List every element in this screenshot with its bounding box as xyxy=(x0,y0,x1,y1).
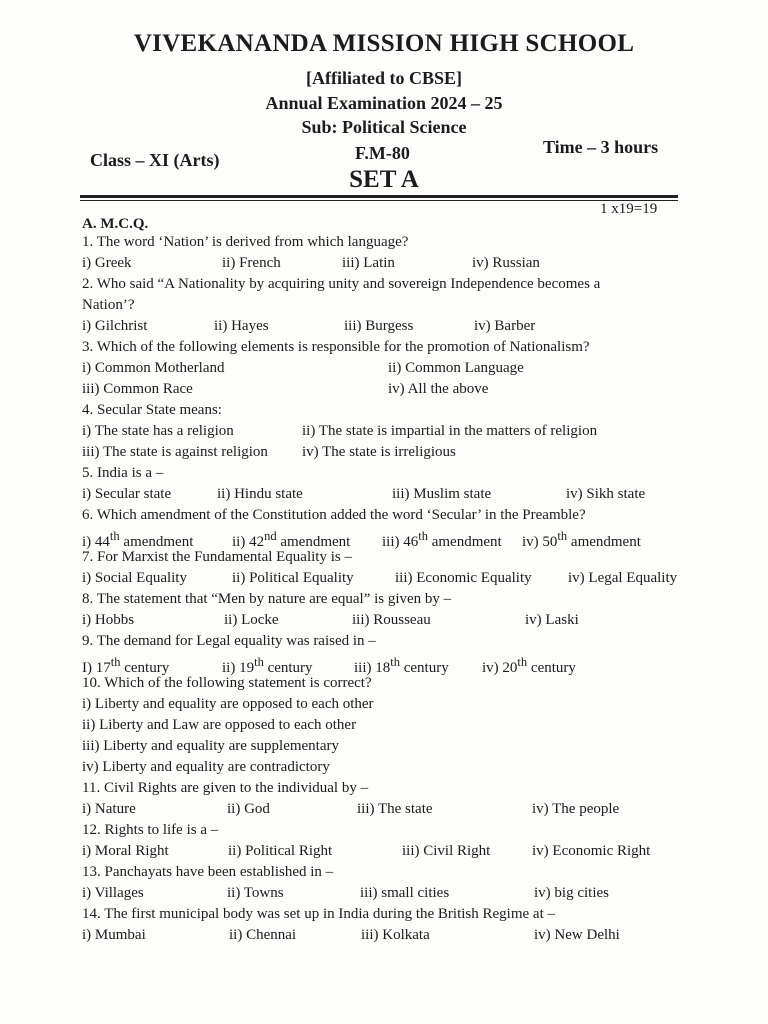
option: iii) small cities xyxy=(360,885,450,901)
option: ii) French xyxy=(222,255,281,271)
question-6 xyxy=(82,505,682,550)
option-number: iii) 46 xyxy=(382,534,419,550)
option: i) Secular state xyxy=(82,486,172,502)
question-text: 8. The statement that “Men by nature are equal” is given by – xyxy=(82,591,452,607)
ordinal-suffix: th xyxy=(110,655,121,669)
options-row xyxy=(82,568,682,589)
option: i) Nature xyxy=(82,801,136,817)
option: i) Greek xyxy=(82,255,132,271)
ordinal-suffix: th xyxy=(517,655,528,669)
option: iii) The state is against religion xyxy=(82,444,268,460)
option: iii) Muslim state xyxy=(392,486,492,502)
option: i) Hobbs xyxy=(82,612,135,628)
option: ii) Towns xyxy=(227,885,284,901)
school-name: VIVEKANANDA MISSION HIGH SCHOOL xyxy=(133,30,635,57)
options-row xyxy=(82,841,682,862)
full-marks: F.M-80 xyxy=(355,143,410,163)
option: ii) Hindu state xyxy=(217,486,303,502)
option: i) Common Motherland xyxy=(82,360,225,376)
options-row xyxy=(82,526,682,550)
question-10 xyxy=(82,673,682,778)
time-label: Time – 3 hours xyxy=(543,137,659,157)
ordinal-suffix: th xyxy=(557,529,568,543)
options-row xyxy=(82,652,682,676)
option-suffix: century xyxy=(263,660,313,676)
options-row xyxy=(82,610,682,631)
question-text: 5. India is a – xyxy=(82,465,164,481)
options-row xyxy=(82,379,682,400)
option: ii) Locke xyxy=(224,612,279,628)
question-text: 13. Panchayats have been established in – xyxy=(82,864,334,880)
option: i) Villages xyxy=(82,885,144,901)
option: iv) Sikh state xyxy=(566,486,646,502)
option-number: I) 17 xyxy=(82,660,111,676)
divider-thin xyxy=(80,200,678,201)
question-12 xyxy=(82,820,682,862)
options-row xyxy=(82,799,682,820)
option: i) Moral Right xyxy=(82,843,169,859)
options-row xyxy=(82,883,682,904)
options-row xyxy=(82,442,682,463)
option: iii) Common Race xyxy=(82,381,193,397)
option: ii) Political Equality xyxy=(232,570,354,586)
option: ii) Political Right xyxy=(228,843,333,859)
divider-thick xyxy=(80,195,678,198)
ordinal-suffix: nd xyxy=(264,529,277,543)
question-9 xyxy=(82,631,682,676)
option: iv) big cities xyxy=(534,885,609,901)
options-row xyxy=(82,358,682,379)
ordinal-suffix: th xyxy=(418,529,428,543)
question-14 xyxy=(82,904,682,946)
options-row xyxy=(82,925,682,946)
option: i) Gilchrist xyxy=(82,318,148,334)
question-text: 3. Which of the following elements is responsible for the promotion of Nationalism? xyxy=(82,339,590,355)
option: ii) Common Language xyxy=(388,360,524,376)
option: iii) Latin xyxy=(342,255,395,271)
subject: Sub: Political Science xyxy=(301,117,467,137)
option: iv) Economic Right xyxy=(532,843,651,859)
question-7 xyxy=(82,547,682,589)
ordinal-suffix: th xyxy=(254,655,264,669)
question-text: 6. Which amendment of the Constitution added the word ‘Secular’ in the Preamble? xyxy=(82,507,586,523)
option: iii) Kolkata xyxy=(361,927,430,943)
option: i) Social Equality xyxy=(82,570,187,586)
option: iii) Civil Right xyxy=(402,843,491,859)
question-5 xyxy=(82,463,682,505)
question-3 xyxy=(82,337,682,400)
option-suffix: century xyxy=(120,660,170,676)
option: iv) Laski xyxy=(525,612,579,628)
option: ii) Hayes xyxy=(214,318,269,334)
question-text: 11. Civil Rights are given to the individual by – xyxy=(82,780,369,796)
option: i) Mumbai xyxy=(82,927,146,943)
question-text: 12. Rights to life is a – xyxy=(82,822,219,838)
option-suffix: amendment xyxy=(427,534,502,550)
option: ii) The state is impartial in the matters of religion xyxy=(302,423,598,439)
option: iv) Legal Equality xyxy=(568,570,678,586)
question-text-cont: Nation’? xyxy=(82,297,135,313)
question-text: 10. Which of the following statement is correct? xyxy=(82,675,372,691)
option: iv) Barber xyxy=(474,318,536,334)
option: ii) Chennai xyxy=(229,927,297,943)
question-text: 1. The word ‘Nation’ is derived from which language? xyxy=(82,234,409,250)
option: ii) God xyxy=(227,801,270,817)
option-number: iii) 18 xyxy=(354,660,391,676)
option: iv) New Delhi xyxy=(534,927,620,943)
exam-title: Annual Examination 2024 – 25 xyxy=(265,93,503,113)
option: iii) Liberty and equality are supplementary xyxy=(82,738,339,754)
question-text: 9. The demand for Legal equality was raised in – xyxy=(82,633,376,649)
option: iv) The people xyxy=(532,801,620,817)
option: i) Liberty and equality are opposed to each other xyxy=(82,696,374,712)
option-suffix: amendment xyxy=(119,534,194,550)
options-row xyxy=(82,316,682,337)
option: iv) All the above xyxy=(388,381,489,397)
question-8 xyxy=(82,589,682,631)
question-text: 4. Secular State means: xyxy=(82,402,222,418)
option: iii) The state xyxy=(357,801,433,817)
option: iii) Burgess xyxy=(344,318,414,334)
option-number: ii) 42 xyxy=(232,534,265,550)
options-row xyxy=(82,421,682,442)
option: i) The state has a religion xyxy=(82,423,234,439)
affiliation: [Affiliated to CBSE] xyxy=(306,68,462,88)
question-text: 2. Who said “A Nationality by acquiring unity and sovereign Independence becomes a xyxy=(82,276,601,292)
option: iii) Economic Equality xyxy=(395,570,532,586)
question-text: 7. For Marxist the Fundamental Equality is – xyxy=(82,549,352,565)
option: iii) Rousseau xyxy=(352,612,431,628)
option: ii) Liberty and Law are opposed to each other xyxy=(82,717,357,733)
option-suffix: century xyxy=(527,660,576,676)
option: iv) The state is irreligious xyxy=(302,444,456,460)
option-suffix: century xyxy=(399,660,449,676)
option-number: iv) 50 xyxy=(522,534,558,550)
question-text: 14. The first municipal body was set up in India during the British Regime at – xyxy=(82,906,555,922)
option-suffix: amendment xyxy=(567,534,641,550)
class-label: Class – XI (Arts) xyxy=(90,150,220,170)
options-row xyxy=(82,484,682,505)
option-number: iv) 20 xyxy=(482,660,518,676)
options-row xyxy=(82,253,682,274)
option: iv) Russian xyxy=(472,255,540,271)
section-title: A. M.C.Q. xyxy=(82,216,149,232)
question-13 xyxy=(82,862,682,904)
ordinal-suffix: th xyxy=(109,529,120,543)
question-4 xyxy=(82,400,682,463)
question-11 xyxy=(82,778,682,820)
ordinal-suffix: th xyxy=(390,655,400,669)
section-marks: 1 x19=19 xyxy=(600,201,658,217)
set-label: SET A xyxy=(349,166,419,193)
option: iv) Liberty and equality are contradictory xyxy=(82,759,330,775)
question-1 xyxy=(82,232,682,274)
question-2 xyxy=(82,274,682,337)
option-number: ii) 19 xyxy=(222,660,255,676)
option-suffix: amendment xyxy=(276,534,351,550)
option-number: i) 44 xyxy=(82,534,110,550)
